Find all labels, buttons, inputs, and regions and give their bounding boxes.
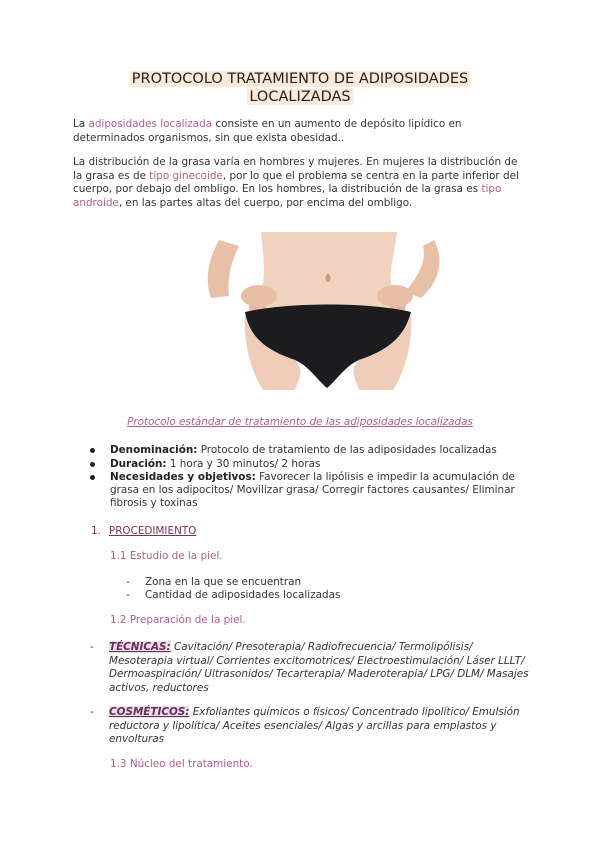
dash-marker: - <box>126 589 130 601</box>
bullet-item <box>110 444 530 457</box>
bullet-label: Duración: <box>110 458 167 470</box>
bullet-label: Denominación: <box>110 444 198 456</box>
intro-text: , en las partes altas del cuerpo, por encima del ombligo. <box>118 196 413 209</box>
bullet-text: 1 hora y 30 minutos/ 2 horas <box>166 458 321 470</box>
subsection-nucleo: 1.3 Núcleo del tratamiento. <box>110 758 253 770</box>
protocol-heading: Protocolo estándar de tratamiento de las adiposidades localizadas <box>127 416 473 428</box>
bullet-text: Favorecer la lipólisis e impedir la acumulación de grasa en los adipocitos/ Movilizar grasa/ Corregir factores causantes/ Eliminar fibrosis y toxinas <box>110 471 515 510</box>
cosmeticos-item <box>90 706 530 747</box>
list-item <box>126 589 341 602</box>
term-adiposidades: adiposidades localizada <box>88 118 213 130</box>
subsection-estudio: 1.1 Estudio de la piel. <box>110 550 223 562</box>
bullet-item <box>110 471 530 511</box>
list-item-text: Cantidad de adiposidades localizadas <box>145 589 341 601</box>
cosmeticos-label: COSMÉTICOS: <box>109 706 190 718</box>
dash-marker: - <box>90 706 94 718</box>
body-photo <box>199 232 450 390</box>
page-title <box>100 70 500 106</box>
tecnicas-item <box>90 641 530 695</box>
title-line-2: LOCALIZADAS <box>249 89 351 105</box>
intro-text: , por lo que el problema se centra en la parte inferior del cuerpo, por debajo del ombligo. En los hombres, la distribución de la grasa es <box>73 169 519 196</box>
dash-marker: - <box>126 576 130 588</box>
subsection-preparacion: 1.2 Preparación de la piel. <box>110 614 246 626</box>
list-item <box>126 576 302 589</box>
section-heading-procedimiento <box>91 525 196 537</box>
cosmeticos-content <box>109 706 530 747</box>
term-androide: tipo androide <box>73 183 502 209</box>
intro-paragraph-2 <box>73 156 525 210</box>
list-item-text: Zona en la que se encuentran <box>145 576 302 588</box>
title-line-1: PROTOCOLO TRATAMIENTO DE ADIPOSIDADES <box>131 71 469 87</box>
bullet-text: Protocolo de tratamiento de las adiposidades localizadas <box>197 444 497 456</box>
tecnicas-label: TÉCNICAS: <box>109 641 171 653</box>
tecnicas-content <box>109 641 530 695</box>
section-title: PROCEDIMIENTO <box>108 525 197 537</box>
intro-text: La distribución de la grasa varía en hombres y mujeres. En mujeres la distribución de la grasa es de <box>73 156 518 182</box>
tecnicas-text: Cavitación/ Presoterapia/ Radiofrecuencia/ Termolipólisis/ Mesoterapia virtual/ Corrientes excitomotrices/ Electroestimulación/ Láser LLLT/ Dermoaspiración/ Ultrasonidos/ Tecarterapia/ Maderoterapia/ LPG/ DLM/ Masajes activos, reductores <box>109 641 529 694</box>
intro-text: consiste en un aumento de depósito lipídico en determinados organismos, sin que exista obesidad.. <box>73 118 462 144</box>
bullet-dot-icon <box>90 462 95 467</box>
bullet-dot-icon <box>90 475 95 480</box>
cosmeticos-text: Exfoliantes químicos o físicos/ Concentrado lipolítico/ Emulsión reductora y lipolítica/ Aceites esenciales/ Algas y arcillas para emplastos y envolturas <box>109 706 520 746</box>
bullet-dot-icon <box>90 448 95 453</box>
section-number: 1. <box>91 525 101 537</box>
bullet-item <box>110 458 530 471</box>
intro-text: La <box>73 118 89 130</box>
term-ginecoide: tipo ginecoide <box>149 169 223 182</box>
intro-paragraph-1 <box>73 118 525 145</box>
dash-marker: - <box>90 641 94 653</box>
bullet-label: Necesidades y objetivos: <box>110 471 256 483</box>
